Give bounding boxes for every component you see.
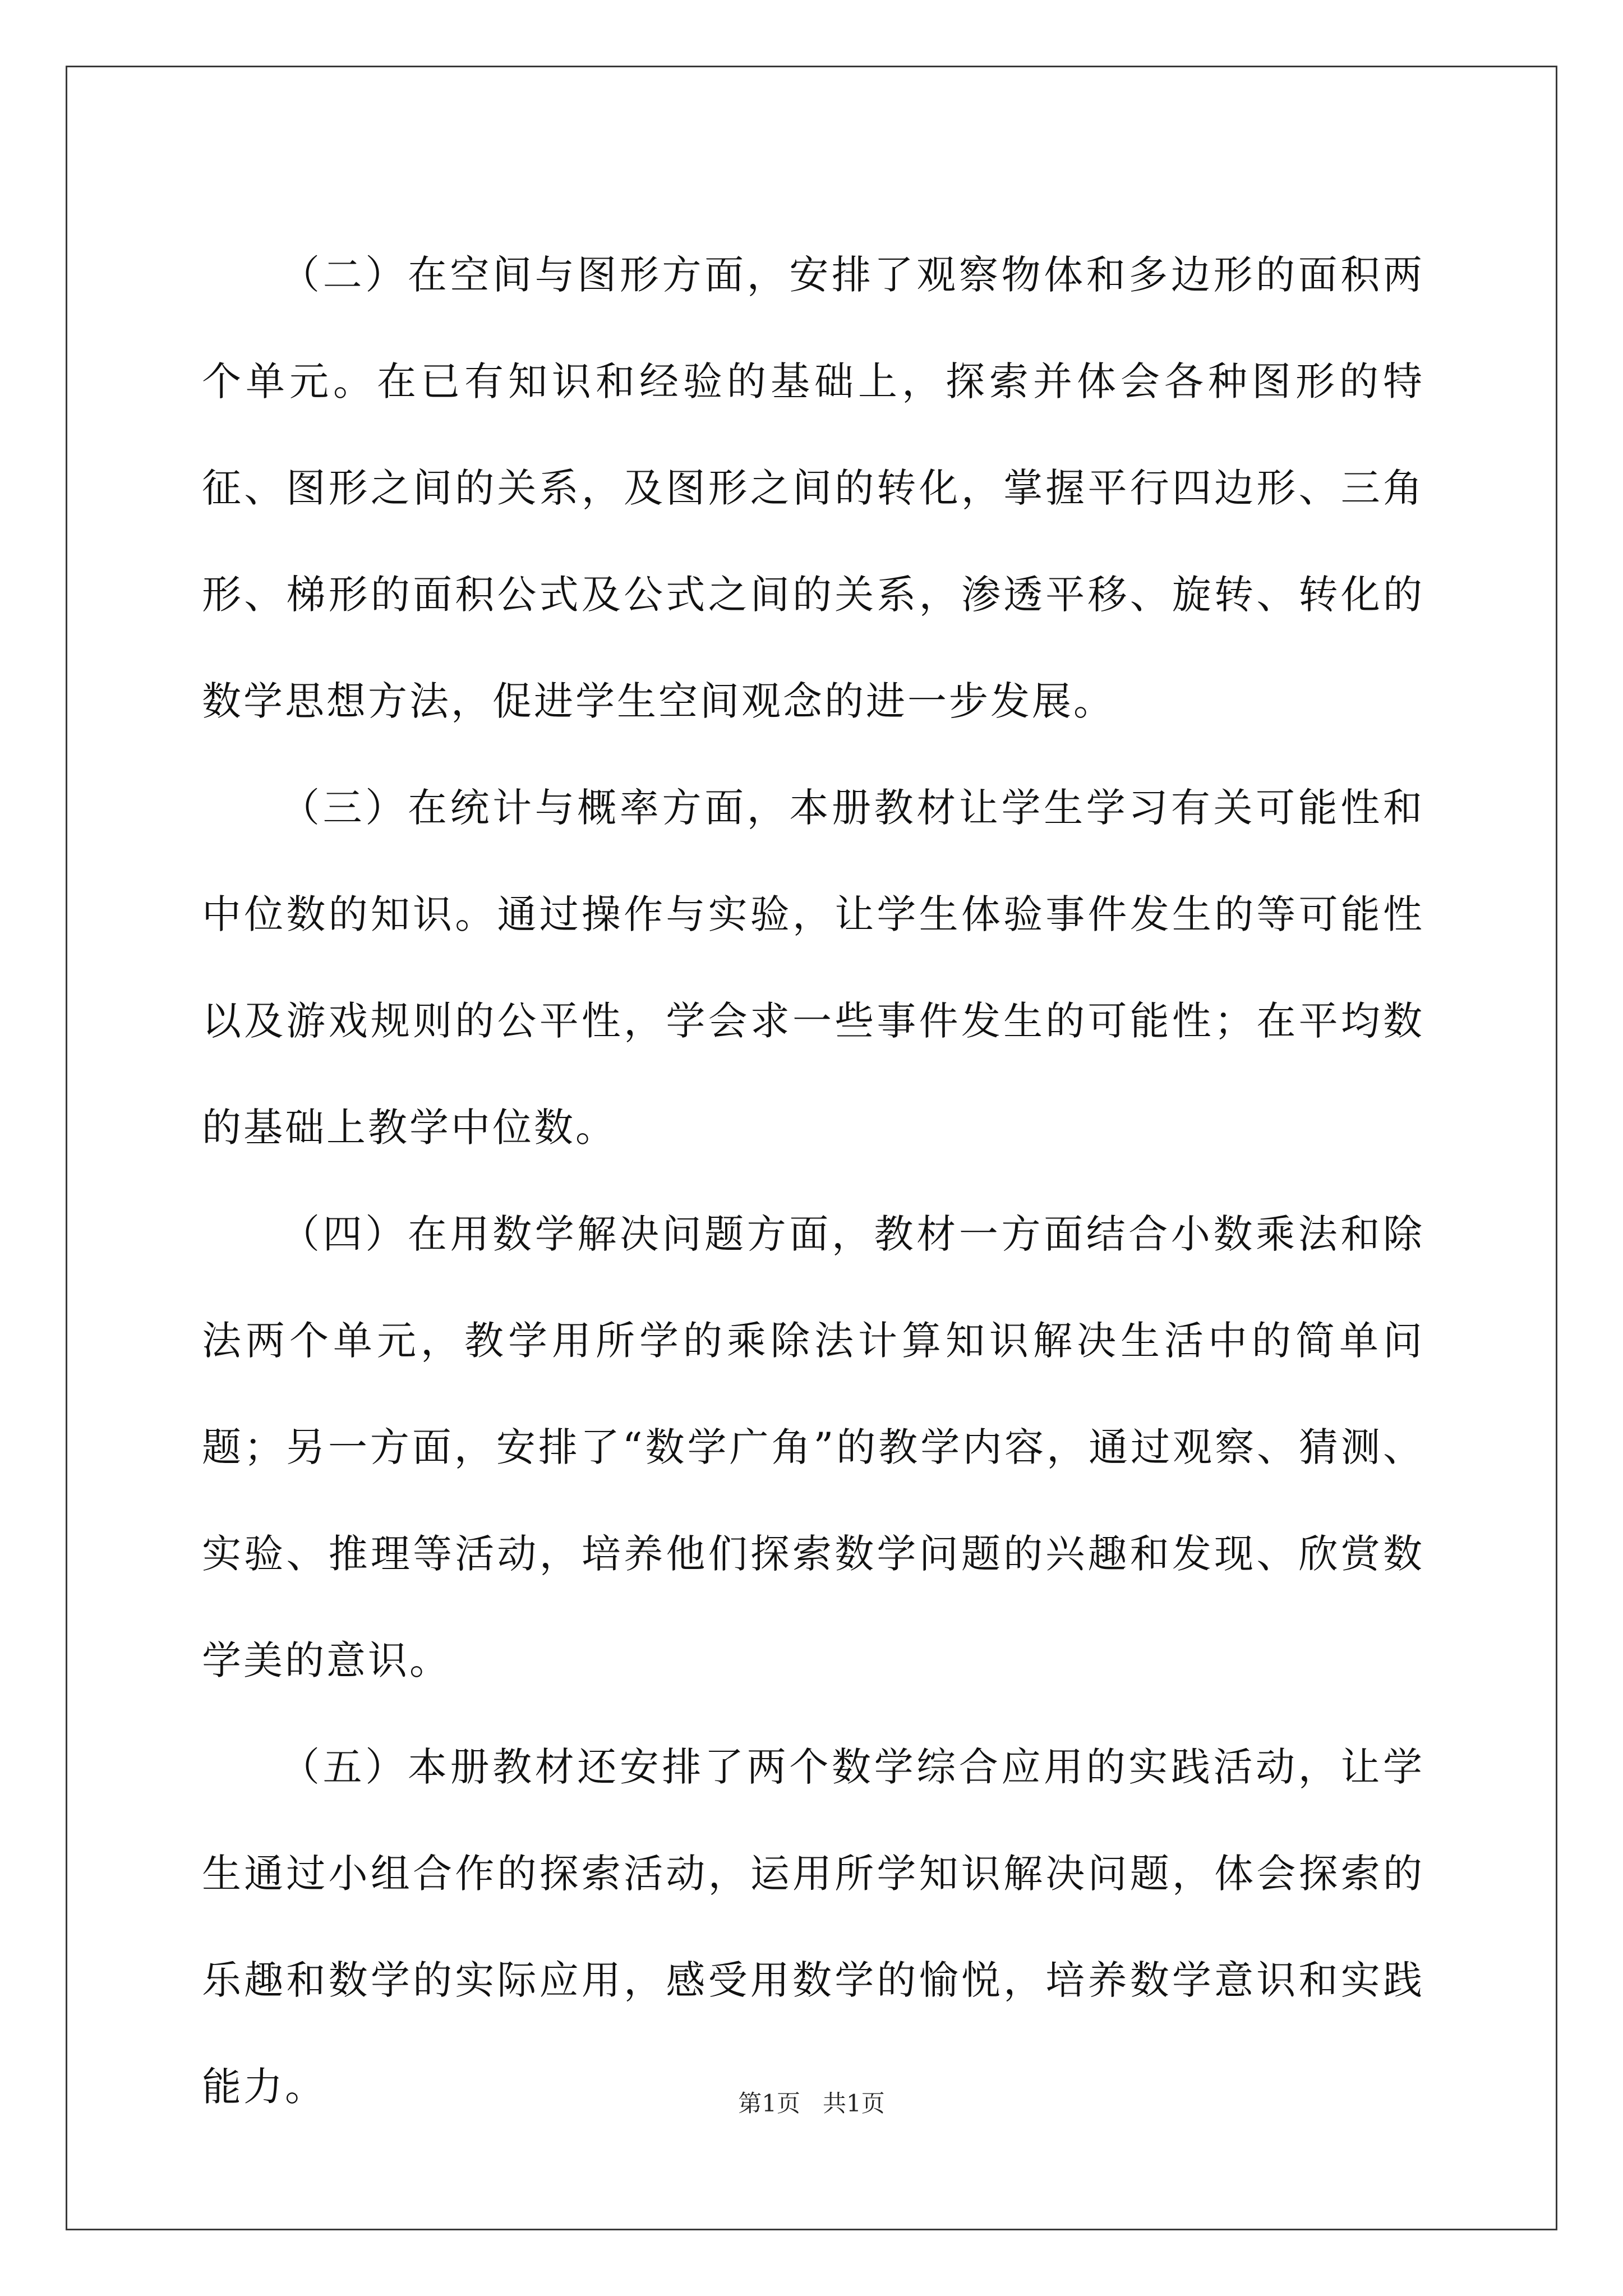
paragraph-problem-solving: （四）在用数学解决问题方面，教材一方面结合小数乘法和除法两个单元，教学用所学的乘除法计算知识解决生活中的简单问题；另一方面，安排了“数学广角”的教学内容，通过观察、猜测、实验、推理等活动，培养他们探索数学问题的兴趣和发现、欣赏数学美的意识。 <box>202 1211 1424 1683</box>
paragraph-statistics-probability: （三）在统计与概率方面，本册教材让学生学习有关可能性和中位数的知识。通过操作与实验，让学生体验事件发生的等可能性以及游戏规则的公平性，学会求一些事件发生的可能性；在平均数的基础上教学中位数。 <box>202 785 1424 1151</box>
page-footer <box>0 2085 1623 2119</box>
paragraph-space-and-shapes: （二）在空间与图形方面，安排了观察物体和多边形的面积两个单元。在已有知识和经验的基础上，探索并体会各种图形的特征、图形之间的关系，及图形之间的转化，掌握平行四边形、三角形、梯形的面积公式及公式之间的关系，渗透平移、旋转、转化的数学思想方法，促进学生空间观念的进一步发展。 <box>202 252 1424 724</box>
document-body <box>202 222 1424 2140</box>
page-total: 共1页 <box>823 2090 885 2117</box>
page-number: 第1页 <box>738 2090 800 2117</box>
paragraph-practice-activities: （五）本册教材还安排了两个数学综合应用的实践活动，让学生通过小组合作的探索活动，运用所学知识解决问题，体会探索的乐趣和数学的实际应用，感受用数学的愉悦，培养数学意识和实践能力。 <box>202 1744 1424 2110</box>
